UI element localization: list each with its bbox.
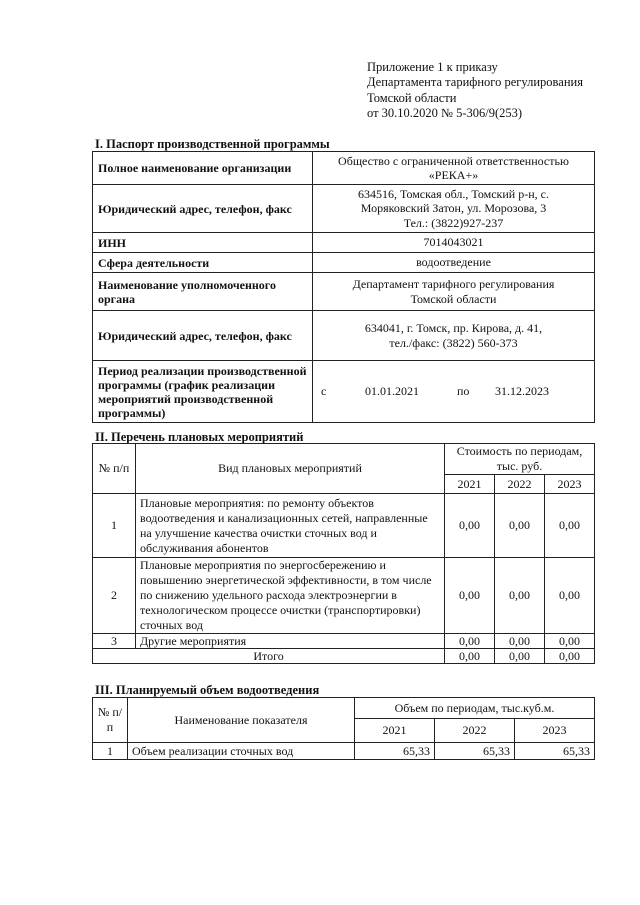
value-line: Тел.: (3822)927-237 — [403, 215, 504, 230]
section1-title: I. Паспорт производственной программы — [95, 137, 330, 151]
row-value: 65,33 — [355, 743, 435, 760]
row-value: 0,00 — [544, 494, 594, 558]
col-header-name: Наименование показателя — [128, 698, 355, 743]
row-value: 0,00 — [445, 558, 495, 634]
row-value — [313, 152, 595, 185]
appendix-line: Томской области — [367, 90, 457, 105]
col-header-cost: Стоимость по периодам, тыс. руб. — [445, 444, 595, 475]
table-row — [93, 273, 595, 311]
table-row — [93, 743, 595, 760]
row-value — [313, 273, 595, 311]
row-label: ИНН — [93, 233, 313, 253]
row-label: Сфера деятельности — [93, 253, 313, 273]
total-value: 0,00 — [494, 649, 544, 664]
col-header-name: Вид плановых мероприятий — [136, 444, 445, 494]
col-header-volume: Объем по периодам, тыс.куб.м. — [355, 698, 595, 719]
period-to-word: по — [457, 384, 470, 398]
appendix-line: от 30.10.2020 № 5-306/9(253) — [367, 105, 523, 120]
total-row — [93, 649, 595, 664]
row-num: 2 — [93, 558, 136, 634]
row-value: 0,00 — [494, 558, 544, 634]
appendix-line: Департамента тарифного регулирования — [367, 75, 583, 90]
period-value — [313, 361, 595, 423]
section2-title: II. Перечень плановых мероприятий — [95, 430, 304, 444]
table-row — [93, 361, 595, 423]
col-header-num: № п/п — [93, 444, 136, 494]
measures-table — [92, 443, 595, 664]
value-line: тел./факс: (3822) 560-373 — [389, 335, 518, 350]
value-line: 634516, Томская обл., Томский р-н, с. — [358, 186, 549, 201]
total-value: 0,00 — [544, 649, 594, 664]
row-value: 0,00 — [494, 634, 544, 649]
row-name: Плановые мероприятия по энергосбережению и повышению энергетической эффективности, в том числе по снижению удельного расхода электроэнергии в технологическом процессе очистки (транспортировки) сточных вод — [136, 558, 445, 634]
value-line: Общество с ограниченной ответственностью — [338, 153, 569, 168]
table-row — [93, 253, 595, 273]
table-row — [93, 311, 595, 361]
year-header: 2022 — [435, 719, 515, 743]
col-header-num: № п/п — [93, 698, 128, 743]
row-label: Полное наименование организации — [93, 152, 313, 185]
row-value: 0,00 — [494, 494, 544, 558]
section3-title: III. Планируемый объем водоотведения — [95, 683, 320, 697]
row-value — [313, 311, 595, 361]
value-line: «РЕКА+» — [428, 168, 479, 182]
row-name: Другие мероприятия — [136, 634, 445, 649]
row-label: Юридический адрес, телефон, факс — [93, 311, 313, 361]
year-header: 2022 — [494, 475, 544, 494]
appendix-line: Приложение 1 к приказу — [367, 60, 498, 74]
row-value: 7014043021 — [313, 233, 595, 253]
row-value — [313, 185, 595, 233]
value-line: Томской области — [410, 291, 497, 306]
row-value: 0,00 — [445, 494, 495, 558]
table-header-row — [93, 444, 595, 475]
period-label: Период реализации производственной программы (график реализации мероприятий производственной программы) — [93, 361, 313, 423]
row-value: 65,33 — [435, 743, 515, 760]
total-label: Итого — [93, 649, 445, 664]
value-line: Департамент тарифного регулирования — [352, 277, 555, 291]
appendix-header — [367, 60, 583, 121]
row-num: 1 — [93, 494, 136, 558]
year-header: 2021 — [445, 475, 495, 494]
table-row — [93, 233, 595, 253]
period-to-date: 31.12.2023 — [495, 384, 549, 398]
table-row — [93, 185, 595, 233]
row-label: Наименование уполномоченного органа — [93, 273, 313, 311]
table-row — [93, 152, 595, 185]
year-header: 2023 — [515, 719, 595, 743]
table-row — [93, 558, 595, 634]
row-num: 1 — [93, 743, 128, 760]
row-name: Плановые мероприятия: по ремонту объектов водоотведения и канализационных сетей, направленные на улучшение качества очистки сточных вод и обслуживания абонентов — [136, 494, 445, 558]
period-from-word: с — [321, 384, 327, 398]
volume-table — [92, 697, 595, 760]
row-name: Объем реализации сточных вод — [128, 743, 355, 760]
row-value: 0,00 — [445, 634, 495, 649]
value-line: 634041, г. Томск, пр. Кирова, д. 41, — [364, 321, 543, 335]
passport-table — [92, 151, 595, 423]
table-row — [93, 634, 595, 649]
period-from-date: 01.01.2021 — [365, 384, 419, 398]
table-row — [93, 494, 595, 558]
year-header: 2021 — [355, 719, 435, 743]
total-value: 0,00 — [445, 649, 495, 664]
table-header-row — [93, 698, 595, 719]
row-value: 65,33 — [515, 743, 595, 760]
row-num: 3 — [93, 634, 136, 649]
year-header: 2023 — [544, 475, 594, 494]
row-value: 0,00 — [544, 634, 594, 649]
row-value: 0,00 — [544, 558, 594, 634]
value-line: Моряковский Затон, ул. Морозова, 3 — [360, 201, 547, 216]
row-label: Юридический адрес, телефон, факс — [93, 185, 313, 233]
row-value: водоотведение — [313, 253, 595, 273]
